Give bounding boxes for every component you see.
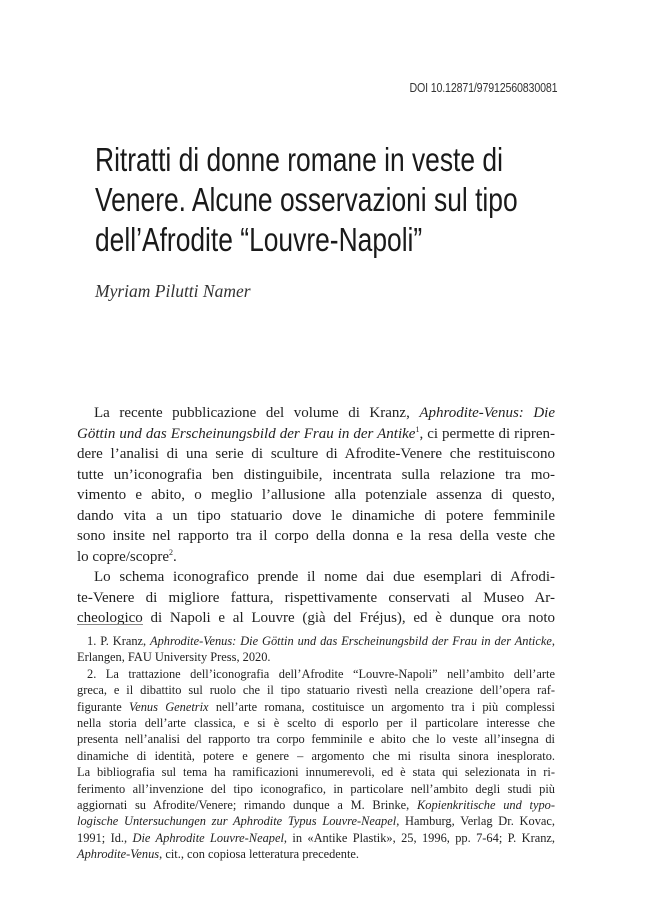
article-body — [77, 403, 555, 629]
footnote-line: figurante Venus Genetrix nell’arte romana, costituisce un argomento tra i più complessi — [77, 699, 555, 714]
title-line: Venere. Alcune osservazioni sul tipo — [95, 181, 518, 218]
footnote-line: presenta nell’analisi del rapporto tra corpo femminile e abito che lo veste all’insegna di — [77, 732, 555, 747]
body-line: lo copre/scopre$^2$. — [77, 547, 177, 565]
footnote-ref[interactable]: 1 — [415, 424, 420, 434]
body-line: te-Venere di migliore fattura, rispettivamente conservati al Museo Ar- — [77, 589, 555, 606]
footnote-line: 2. La trattazione dell’iconografia dell’Afrodite “Louvre-Napoli” nell’ambito dell’arte — [87, 666, 555, 681]
footnotes — [77, 633, 555, 863]
body-line: tutte un’iconografia ben distinguibile, incentrata sulla relazione tra mo- — [77, 466, 555, 483]
footnote-line: logische Untersuchungen zur Aphrodite Typus Louvre-Neapel, Hamburg, Verlag Dr. Kovac, — [77, 814, 555, 829]
footnote-line: aggiornati su Afrodite/Venere; rimando dunque a M. Brinke, Kopienkritische und typo- — [77, 798, 555, 813]
body-line: dando vita a un tipo statuario dove le dinamiche di potere femminile — [77, 507, 555, 524]
footnote-line: La bibliografia sul tema ha ramificazioni innumerevoli, ed è stata qui selezionata in ri- — [77, 765, 555, 780]
footnote-1 — [77, 633, 555, 666]
footnote-line: Erlangen, FAU University Press, 2020. — [77, 650, 271, 665]
footnote-ref[interactable]: 2 — [169, 547, 174, 557]
body-line: cheologico di Napoli e al Louvre (già del Fréjus), ed è dunque ora noto — [77, 610, 555, 626]
article-title — [95, 140, 591, 260]
body-line: Lo schema iconografico prende il nome dai due esemplari di Afrodi- — [94, 569, 555, 585]
footnote-line: greca, e il dibattito sul ruolo che il tipo statuario rivestì nella creazione dell’opera raf- — [77, 683, 555, 698]
author-name: Myriam Pilutti Namer — [95, 281, 251, 301]
footnote-separator — [77, 624, 143, 625]
title-line: Ritratti di donne romane in veste di — [95, 141, 503, 178]
body-line: vimento e abito, o meglio l’allusione alla potenziale assenza di questo, — [77, 487, 555, 503]
footnote-line: 1. P. Kranz, Aphrodite-Venus: Die Göttin und das Erscheinungsbild der Frau in der Anticke, — [87, 634, 555, 648]
paragraph — [77, 403, 555, 567]
footnote-line: ferimento all’invenzione del tipo iconografico, in particolare nell’ambito degli studi più — [77, 781, 555, 796]
paragraph — [77, 567, 555, 629]
footnote-line: dinamiche di identità, potere e genere – argomento che mi risulta sinora inesplorato. — [77, 748, 555, 763]
body-line: La recente pubblicazione del volume di Kranz, Aphrodite-Venus: Die — [94, 405, 555, 421]
doi-label: DOI 10.12871/97912560830081 — [409, 80, 557, 95]
footnote-2 — [77, 666, 555, 863]
footnote-line: Aphrodite-Venus, cit., con copiosa letteratura precedente. — [77, 847, 360, 862]
title-line: dell’Afrodite “Louvre-Napoli” — [95, 221, 423, 258]
footnote-line: 1991; Id., Die Aphrodite Louvre-Neapel, in «Antike Plastik», 25, 1996, pp. 7-64; P. Kranz, — [77, 830, 556, 845]
body-line: dere l’analisi di una serie di sculture di Afrodite-Venere che restituiscono — [77, 446, 555, 462]
body-line: Göttin und das Erscheinungsbild der Frau in der Antike$^1$, ci permette di ripren- — [77, 424, 555, 442]
body-line: sono insite nel rapporto tra il corpo della donna e la resa della veste che — [77, 528, 555, 544]
footnote-line: nella storia dell’arte classica, e si è scelto di esporlo per il particolare interesse che — [77, 716, 555, 731]
